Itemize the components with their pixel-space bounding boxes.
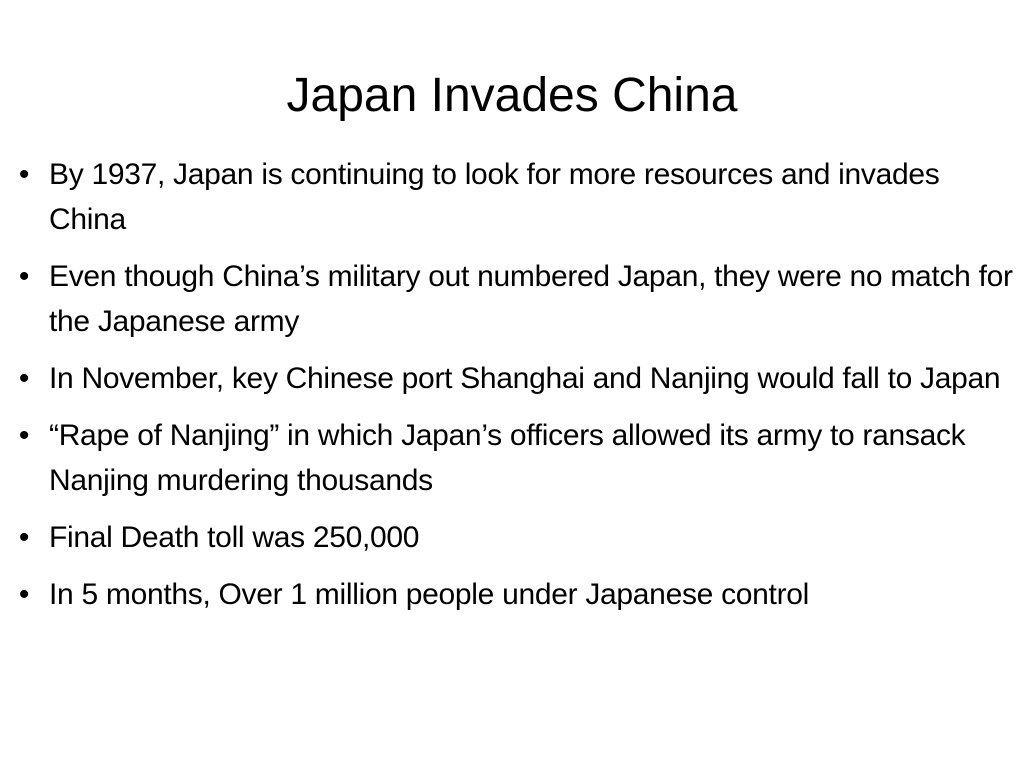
bullet-item [14,356,1018,401]
bullet-item [14,413,1018,503]
bullet-text: In 5 months, Over 1 million people under Japanese control [49,578,810,611]
bullet-item [14,254,1018,344]
bullet-text: Even though China’s military out numbered Japan, they were no match for the Japanese army [49,260,1013,338]
bullet-dot-icon: • [18,578,30,611]
bullet-item [14,572,1018,617]
bullet-item [14,515,1018,560]
bullet-text: By 1937, Japan is continuing to look for more resources and invades China [49,158,940,236]
bullet-text: Final Death toll was 250,000 [49,521,420,554]
bullet-dot-icon: • [18,158,30,191]
bullet-dot-icon: • [18,521,30,554]
bullet-dot-icon: • [18,362,30,395]
bullet-item [14,152,1018,242]
slide-title: Japan Invades China [286,69,738,122]
bullet-dot-icon: • [18,419,30,452]
bullet-text: “Rape of Nanjing” in which Japan’s officers allowed its army to ransack Nanjing murdering thousands [49,419,966,497]
bullet-list [14,152,1018,629]
bullet-text: In November, key Chinese port Shanghai and Nanjing would fall to Japan [49,362,1001,395]
bullet-dot-icon: • [18,260,30,293]
